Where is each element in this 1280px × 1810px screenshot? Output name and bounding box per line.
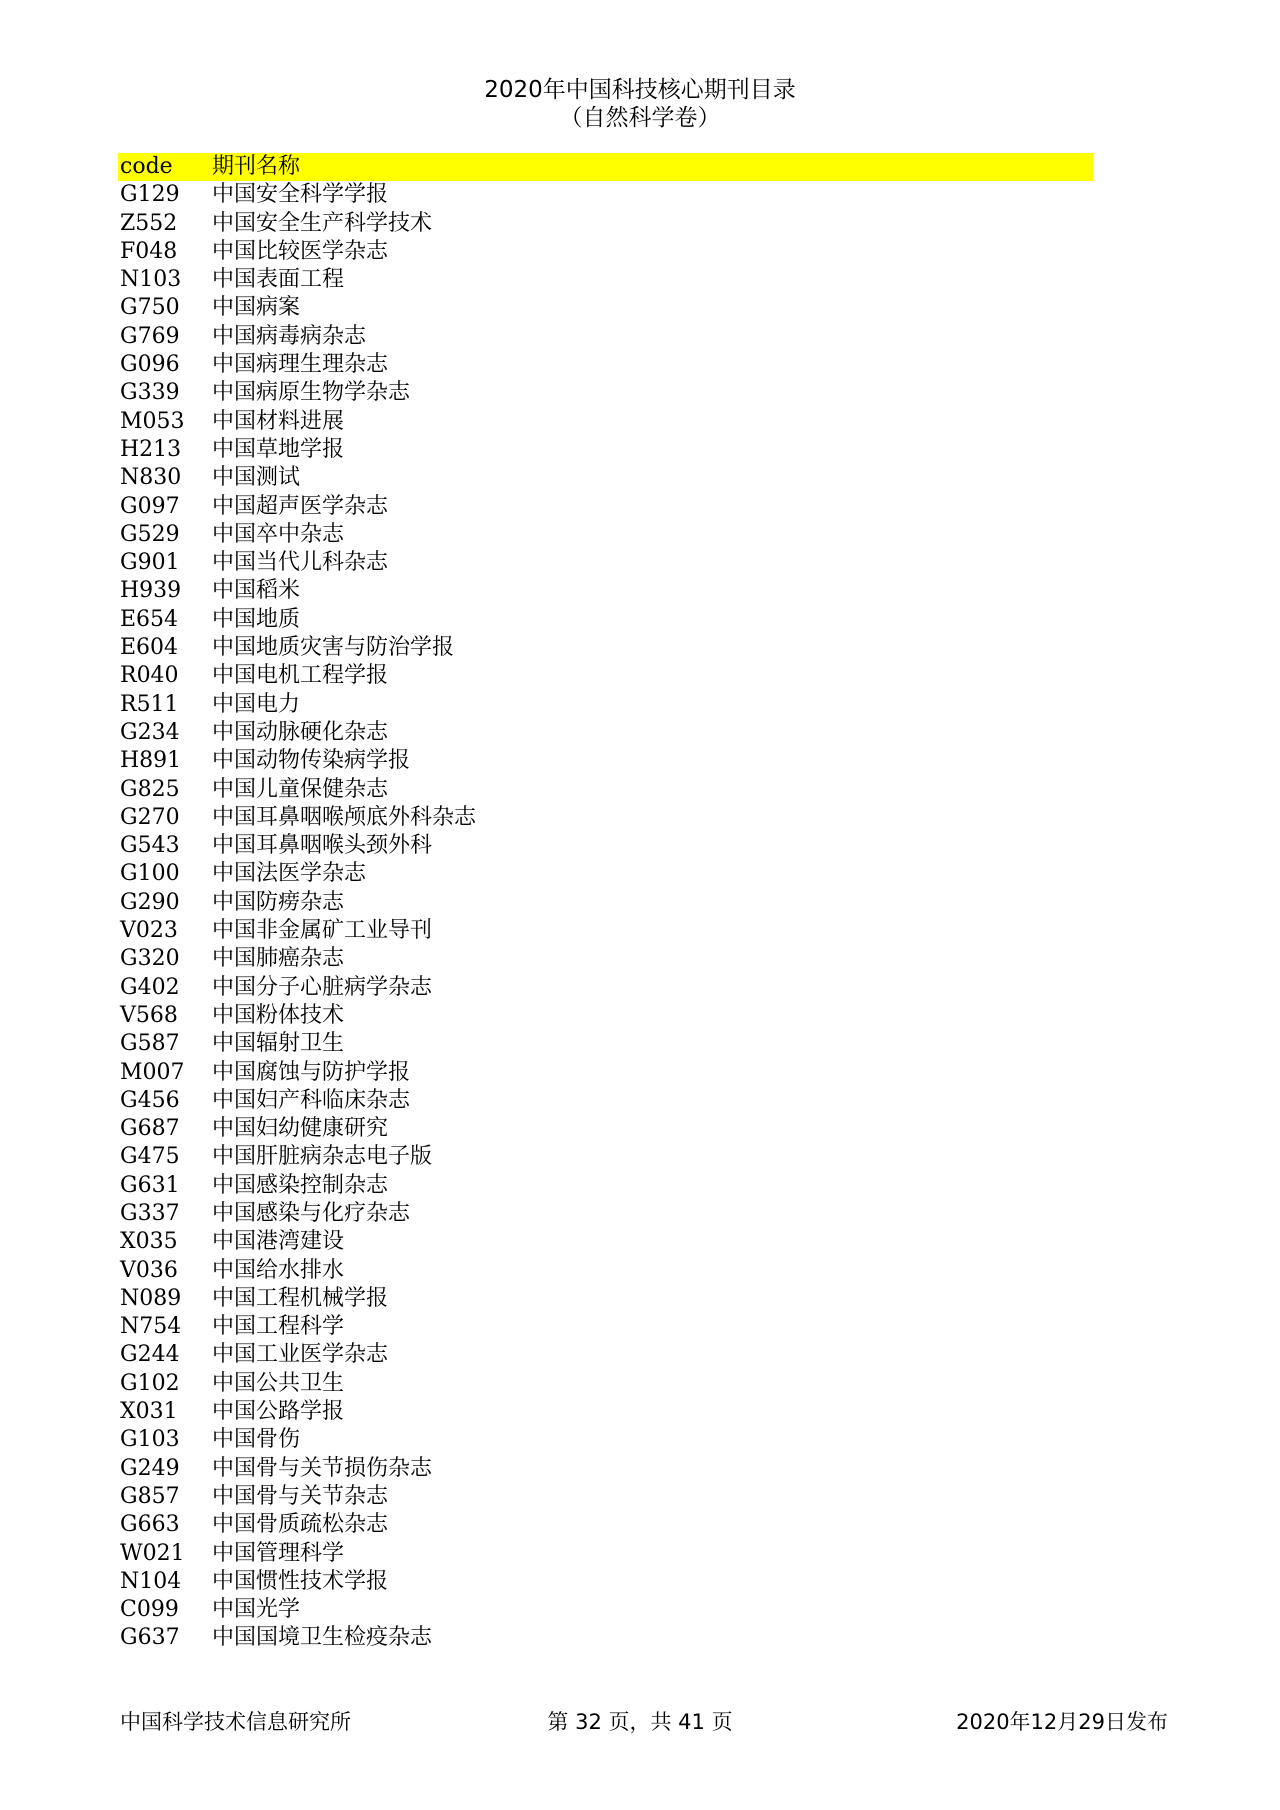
table-row	[118, 266, 1093, 294]
table-row	[118, 1596, 1093, 1624]
journal-code: V568	[120, 1002, 178, 1028]
journal-code: F048	[120, 238, 178, 264]
journal-name: 中国肺癌杂志	[212, 946, 345, 972]
journal-name: 中国电力	[212, 691, 301, 717]
journal-code: G825	[120, 776, 180, 802]
table-row	[118, 776, 1093, 804]
journal-code: G337	[120, 1200, 180, 1226]
journal-code: G096	[120, 352, 180, 378]
journal-code: N104	[120, 1568, 182, 1594]
journal-name: 中国当代儿科杂志	[212, 550, 389, 576]
journal-code: V036	[120, 1257, 178, 1283]
journal-name: 中国工程科学	[212, 1314, 345, 1340]
table-row	[118, 1200, 1093, 1228]
document-title: 2020年中国科技核心期刊目录	[484, 77, 796, 103]
table-row	[118, 945, 1093, 973]
table-row	[118, 917, 1093, 945]
table-row	[118, 832, 1093, 860]
table-header-row	[118, 153, 1093, 181]
table-row	[118, 238, 1093, 266]
table-row	[118, 1143, 1093, 1171]
journal-name: 中国工程机械学报	[212, 1285, 389, 1311]
journal-name: 中国法医学杂志	[212, 861, 367, 887]
journal-code: G103	[120, 1427, 180, 1453]
footer-release-date: 2020年12月29日发布	[956, 1710, 1168, 1734]
journal-code: G100	[120, 861, 180, 887]
journal-name: 中国安全科学学报	[212, 182, 389, 208]
table-row	[118, 747, 1093, 775]
journal-code: G320	[120, 946, 180, 972]
table-row	[118, 1398, 1093, 1426]
table-row	[118, 1257, 1093, 1285]
journal-name: 中国耳鼻咽喉头颈外科	[212, 833, 433, 859]
journal-name: 中国草地学报	[212, 436, 345, 462]
journal-code: M053	[120, 408, 185, 434]
journal-code: E604	[120, 635, 179, 661]
journal-name: 中国感染控制杂志	[212, 1172, 389, 1198]
journal-name: 中国妇产科临床杂志	[212, 1087, 411, 1113]
table-row	[118, 521, 1093, 549]
journal-code: G270	[120, 804, 180, 830]
table-row	[118, 1313, 1093, 1341]
journal-name: 中国材料进展	[212, 408, 345, 434]
journal-code: G475	[120, 1144, 180, 1170]
journal-name: 中国表面工程	[212, 267, 345, 293]
table-row	[118, 860, 1093, 888]
table-row	[118, 1115, 1093, 1143]
journal-code: X035	[120, 1229, 178, 1255]
table-row	[118, 1426, 1093, 1454]
table-row	[118, 577, 1093, 605]
journal-name: 中国卒中杂志	[212, 521, 345, 547]
journal-code: G102	[120, 1370, 180, 1396]
journal-name: 中国骨与关节杂志	[212, 1483, 389, 1509]
journal-code: M007	[120, 1059, 185, 1085]
table-row	[118, 1568, 1093, 1596]
table-row	[118, 1370, 1093, 1398]
journal-name: 中国给水排水	[212, 1257, 345, 1283]
journal-name: 中国病理生理杂志	[212, 352, 389, 378]
journal-name: 中国分子心脏病学杂志	[212, 974, 433, 1000]
table-row	[118, 662, 1093, 690]
journal-code: G543	[120, 833, 180, 859]
table-row	[118, 804, 1093, 832]
journal-name: 中国辐射卫生	[212, 1031, 345, 1057]
journal-code: G750	[120, 295, 180, 321]
table-row	[118, 606, 1093, 634]
journal-code: W021	[120, 1540, 185, 1566]
table-row	[118, 408, 1093, 436]
journal-name: 中国国境卫生检疫杂志	[212, 1625, 433, 1651]
footer-page-number: 第 32 页，共 41 页	[547, 1710, 733, 1734]
journal-name: 中国感染与化疗杂志	[212, 1200, 411, 1226]
journal-code: X031	[120, 1399, 178, 1425]
journal-name: 中国肝脏病杂志电子版	[212, 1144, 433, 1170]
table-row	[118, 974, 1093, 1002]
journal-code: G097	[120, 493, 180, 519]
table-row	[118, 323, 1093, 351]
journal-name: 中国公路学报	[212, 1399, 345, 1425]
table-row	[118, 634, 1093, 662]
journal-name: 中国管理科学	[212, 1540, 345, 1566]
header-code: code	[120, 154, 173, 179]
journal-name: 中国地质	[212, 606, 301, 632]
table-row	[118, 691, 1093, 719]
journal-name: 中国港湾建设	[212, 1229, 345, 1255]
journal-name: 中国工业医学杂志	[212, 1342, 389, 1368]
journal-code: V023	[120, 918, 178, 944]
journal-code: G129	[120, 182, 180, 208]
table-row	[118, 889, 1093, 917]
journal-table	[118, 153, 1093, 1653]
table-row	[118, 436, 1093, 464]
table-row	[118, 493, 1093, 521]
journal-code: G339	[120, 380, 180, 406]
journal-name: 中国公共卫生	[212, 1370, 345, 1396]
journal-code: G769	[120, 323, 180, 349]
table-row	[118, 1455, 1093, 1483]
table-body	[118, 181, 1093, 1652]
journal-code: G234	[120, 719, 180, 745]
table-row	[118, 1540, 1093, 1568]
journal-code: N103	[120, 267, 182, 293]
journal-code: H939	[120, 578, 182, 604]
journal-code: G687	[120, 1116, 180, 1142]
journal-code: G244	[120, 1342, 180, 1368]
journal-code: G402	[120, 974, 180, 1000]
journal-name: 中国电机工程学报	[212, 663, 389, 689]
journal-code: E654	[120, 606, 179, 632]
table-row	[118, 1059, 1093, 1087]
journal-code: N830	[120, 465, 182, 491]
journal-name: 中国病原生物学杂志	[212, 380, 411, 406]
journal-code: G901	[120, 550, 180, 576]
journal-code: C099	[120, 1597, 179, 1623]
journal-name: 中国比较医学杂志	[212, 238, 389, 264]
journal-name: 中国动脉硬化杂志	[212, 719, 389, 745]
table-row	[118, 1483, 1093, 1511]
journal-name: 中国地质灾害与防治学报	[212, 635, 455, 661]
journal-code: G529	[120, 521, 180, 547]
table-row	[118, 379, 1093, 407]
journal-name: 中国骨伤	[212, 1427, 301, 1453]
journal-name: 中国动物传染病学报	[212, 748, 411, 774]
journal-code: G249	[120, 1455, 180, 1481]
journal-name: 中国测试	[212, 465, 301, 491]
journal-code: G587	[120, 1031, 180, 1057]
journal-code: Z552	[120, 210, 178, 236]
journal-code: G290	[120, 889, 180, 915]
table-row	[118, 1624, 1093, 1652]
table-row	[118, 210, 1093, 238]
table-row	[118, 1285, 1093, 1313]
journal-name: 中国腐蚀与防护学报	[212, 1059, 411, 1085]
journal-code: R040	[120, 663, 179, 689]
journal-name: 中国超声医学杂志	[212, 493, 389, 519]
table-row	[118, 1511, 1093, 1539]
table-row	[118, 719, 1093, 747]
table-row	[118, 1002, 1093, 1030]
table-row	[118, 464, 1093, 492]
table-row	[118, 1228, 1093, 1256]
journal-name: 中国病案	[212, 295, 301, 321]
journal-name: 中国惯性技术学报	[212, 1568, 389, 1594]
journal-name: 中国儿童保健杂志	[212, 776, 389, 802]
table-row	[118, 351, 1093, 379]
table-row	[118, 294, 1093, 322]
journal-code: G456	[120, 1087, 180, 1113]
journal-name: 中国安全生产科学技术	[212, 210, 433, 236]
journal-name: 中国妇幼健康研究	[212, 1116, 389, 1142]
table-row	[118, 549, 1093, 577]
journal-name: 中国防痨杂志	[212, 889, 345, 915]
journal-name: 中国病毒病杂志	[212, 323, 367, 349]
journal-code: H891	[120, 748, 182, 774]
journal-code: R511	[120, 691, 179, 717]
journal-name: 中国非金属矿工业导刊	[212, 918, 433, 944]
journal-code: G637	[120, 1625, 180, 1651]
journal-name: 中国光学	[212, 1597, 301, 1623]
journal-name: 中国骨与关节损伤杂志	[212, 1455, 433, 1481]
journal-name: 中国骨质疏松杂志	[212, 1512, 389, 1538]
journal-name: 中国耳鼻咽喉颅底外科杂志	[212, 804, 477, 830]
footer-publisher: 中国科学技术信息研究所	[120, 1710, 351, 1734]
table-row	[118, 1030, 1093, 1058]
table-row	[118, 1087, 1093, 1115]
table-row	[118, 181, 1093, 209]
journal-name: 中国粉体技术	[212, 1002, 345, 1028]
table-row	[118, 1172, 1093, 1200]
journal-code: G631	[120, 1172, 180, 1198]
journal-code: H213	[120, 436, 182, 462]
journal-code: N089	[120, 1285, 182, 1311]
journal-code: G663	[120, 1512, 180, 1538]
header-journal-name: 期刊名称	[212, 154, 301, 179]
journal-name: 中国稻米	[212, 578, 301, 604]
table-row	[118, 1341, 1093, 1369]
document-subtitle: （自然科学卷）	[559, 105, 721, 131]
journal-code: N754	[120, 1314, 182, 1340]
journal-code: G857	[120, 1483, 180, 1509]
